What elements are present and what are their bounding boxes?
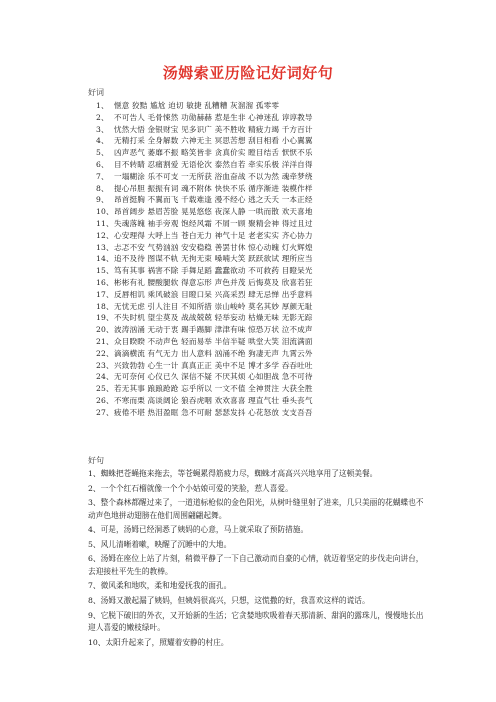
sentence-list — [88, 468, 424, 651]
word-row — [96, 242, 456, 254]
word-row-text: 滴滴横流 有气无力 出人意料 汹涌不绝 狗凄无声 九霄云外 — [114, 348, 313, 358]
sentence-item: 6、汤姆在座位上站了片刻，稍微平静了一下自己激动而自豪的心情，就迈着坚定的步伐走向讲台，去迎接杜平先生的教棒。 — [88, 554, 424, 576]
word-row — [96, 206, 456, 218]
word-row-text: 反唇相讥 乘风破浪 目瞪口呆 兴高采烈 肆无忌惮 出乎意料 — [114, 289, 313, 299]
word-row-number: 11、 — [96, 218, 114, 228]
sentence-item: 5、风儿清晰着嗽，映醒了沉睡中的大地。 — [88, 539, 232, 549]
word-row-number: 22、 — [96, 348, 114, 358]
word-row-number: 19、 — [96, 313, 114, 323]
word-row-number: 21、 — [96, 336, 114, 346]
word-row-text: 波涛汹涌 无动于衷 踢手踢脚 津津有味 惊恐万状 泣不成声 — [114, 325, 313, 335]
word-row-text: 一塌糊涂 乐不可支 一无所获 浴血奋战 不以为然 魂牵梦绕 — [114, 171, 313, 181]
sentences-heading: 好句 — [88, 456, 104, 465]
word-row-number: 23、 — [96, 360, 114, 370]
word-row-text: 无忧无虑 引人注目 不知所措 崇山峻岭 莫名其妙 厚颜无耻 — [114, 301, 313, 311]
word-row — [96, 383, 456, 395]
sentence-item: 7、微风柔和地吹，柔和地爱抚我的面孔。 — [88, 581, 232, 591]
word-row-text: 目不转睛 忍痛割爱 无语伦次 泰然自若 牵实乐极 洋洋自得 — [114, 159, 313, 169]
word-row — [96, 230, 456, 242]
word-row — [96, 371, 456, 383]
word-row — [96, 360, 456, 372]
word-row-text: 提心吊胆 振振有词 魂不附体 快快不乐 循序渐进 装模作样 — [114, 183, 313, 193]
word-row-text: 忐忑不安 气势汹汹 安安稳稳 善罢甘休 惊心动魄 灯火辉煌 — [114, 242, 313, 252]
word-row-text: 无精打采 全身解数 六神无主 冥思苦想 刮目相看 小心翼翼 — [114, 136, 313, 146]
sentence-item: 9、它脱下破旧的外衣，又开始新的生活；它贪婪地吹吸着春天那清新、甜润的露珠儿，慢慢地长出迎人喜爱的嫩枝绿叶。 — [88, 610, 424, 632]
word-row-number: 12、 — [96, 230, 114, 240]
word-row-text: 笃有其事 祸害不除 手舞足蹈 蠢蠢欲动 不可救药 目瞪呆光 — [114, 266, 313, 276]
word-row — [96, 253, 456, 265]
word-row — [96, 395, 456, 407]
document-title: 汤姆索亚历险记好词好句 — [162, 64, 334, 82]
word-row — [96, 159, 456, 171]
word-row-text: 不寒而栗 高谈阔论 狼吞虎咽 欢欢喜喜 理直气壮 垂头丧气 — [114, 395, 313, 405]
word-row — [96, 112, 456, 124]
word-row-text: 昂首阔步 悬眉苦脸 晃晃悠悠 夜深人静 一哄而散 欢天喜地 — [114, 207, 313, 217]
words-heading: 好词 — [88, 88, 104, 97]
word-row — [96, 183, 456, 195]
word-row-text: 心安理得 大呼上当 苍白无力 神气十足 老老实实 齐心协力 — [114, 230, 313, 240]
word-row — [96, 171, 456, 183]
word-row-number: 3、 — [96, 124, 109, 134]
word-row — [96, 135, 456, 147]
word-row-text: 不可告人 毛骨悚然 功勋赫赫 惹是生非 心神迷乱 谆谆教导 — [114, 112, 313, 122]
word-row — [96, 100, 456, 112]
word-row — [96, 348, 456, 360]
word-row — [96, 218, 456, 230]
word-row — [96, 407, 456, 419]
word-row-text: 疲倦不堪 热泪盈眶 急不可耐 瑟瑟发抖 心花怒放 支支吾吾 — [114, 407, 313, 417]
word-row-text: 忧然大悟 金银财宝 见多识广 美不胜收 精疲力竭 千方百计 — [114, 124, 313, 134]
sentence-item: 10、太阳升起来了，照耀着安静的村庄。 — [88, 637, 229, 647]
word-row-text: 追不及待 图谋不轨 无拘无束 嗓喃大笑 跃跃欲试 理所应当 — [114, 254, 313, 264]
word-row-number: 13、 — [96, 242, 114, 252]
word-row — [96, 265, 456, 277]
word-row-text: 昂首挺胸 不翼而飞 千载难逢 漫不经心 逃之夭夭 一本正经 — [114, 195, 313, 205]
word-list — [96, 100, 456, 419]
word-row-text: 兴致勃勃 心生一计 真真正正 美中不足 博才多学 吞吞吐吐 — [114, 360, 313, 370]
word-row-text: 不失时机 望尘莫及 战战兢兢 轻举妄动 枯燥无味 无影无踪 — [114, 313, 313, 323]
word-row — [96, 147, 456, 159]
word-row-text: 彬彬有礼 腰酸腿软 得意忘形 声色并茂 后悔莫及 欣喜若狂 — [114, 277, 313, 287]
word-row — [96, 277, 456, 289]
word-row — [96, 301, 456, 313]
sentence-item: 3、整个森林都醒过来了，一道道标枪似的金色阳光，从树叶缝里射了进来，几只美丽的花蝴蝶也不动声色地拼动翅膀在他们周围翩翩起舞。 — [88, 498, 424, 520]
word-row-number: 1、 — [96, 101, 109, 110]
word-row-number: 24、 — [96, 372, 114, 382]
word-row — [96, 124, 456, 136]
word-row — [96, 312, 456, 324]
word-row-number: 16、 — [96, 277, 114, 287]
word-row-number: 6、 — [96, 159, 109, 169]
word-row-number: 25、 — [96, 384, 114, 394]
word-row-number: 14、 — [96, 254, 114, 264]
word-row-text: 无可奈何 心仪已久 深信不疑 不厌其烦 心如胆战 急不可待 — [114, 372, 313, 382]
sentence-item: 8、汤姆又激起漏了姨妈，但姨妈很高兴，只想，这慌撒的好，我喜欢这样的谎话。 — [88, 595, 370, 605]
word-row-number: 20、 — [96, 325, 114, 335]
word-row — [96, 336, 456, 348]
word-row-text: 凶声恶气 萎靡不振 略笑皆非 贪真价实 瞠目结舌 恹恹不乐 — [114, 148, 313, 158]
word-row-number: 18、 — [96, 301, 114, 311]
word-row-number: 27、 — [96, 407, 114, 417]
sentence-item: 4、可是，汤姆已经洞悉了姨妈的心意，马上就采取了预防措施。 — [88, 525, 309, 535]
word-row-number: 7、 — [96, 171, 109, 181]
sentence-item: 2、一个个红石榴就像一个个小姑娘可爱的笑脸，惹人喜爱。 — [88, 483, 293, 493]
word-row-number: 8、 — [96, 183, 109, 193]
word-row-text: 失魂落魄 袖手旁观 饱经风霜 不屑一顾 聚精会神 得过且过 — [114, 218, 313, 228]
word-row-number: 9、 — [96, 195, 109, 205]
word-row-number: 10、 — [96, 207, 114, 217]
word-row-number: 5、 — [96, 148, 109, 158]
word-row-number: 2、 — [96, 112, 109, 122]
word-row-text: 惬意 狡黠 尴尬 迫切 敏捷 乱糟糟 灰溜溜 孤零零 — [114, 101, 280, 110]
word-row-number: 26、 — [96, 395, 114, 405]
word-row — [96, 324, 456, 336]
word-row-number: 4、 — [96, 136, 109, 146]
word-row — [96, 194, 456, 206]
word-row-text: 若无其事 踉踉跄跄 忘乎所以 一文不值 全神贯注 大获全胜 — [114, 384, 313, 394]
word-row — [96, 289, 456, 301]
word-row-number: 15、 — [96, 266, 114, 276]
sentence-item: 1、蜘蛛把苍蝇拖来拖去，等苍蝇累得筋疲力尽，蜘蛛才高高兴兴地享用了这顿美餐。 — [88, 469, 378, 478]
word-row-number: 17、 — [96, 289, 114, 299]
word-row-text: 众目睽睽 不动声色 轻而易举 半信半疑 哄堂大笑 泪流满面 — [114, 336, 313, 346]
